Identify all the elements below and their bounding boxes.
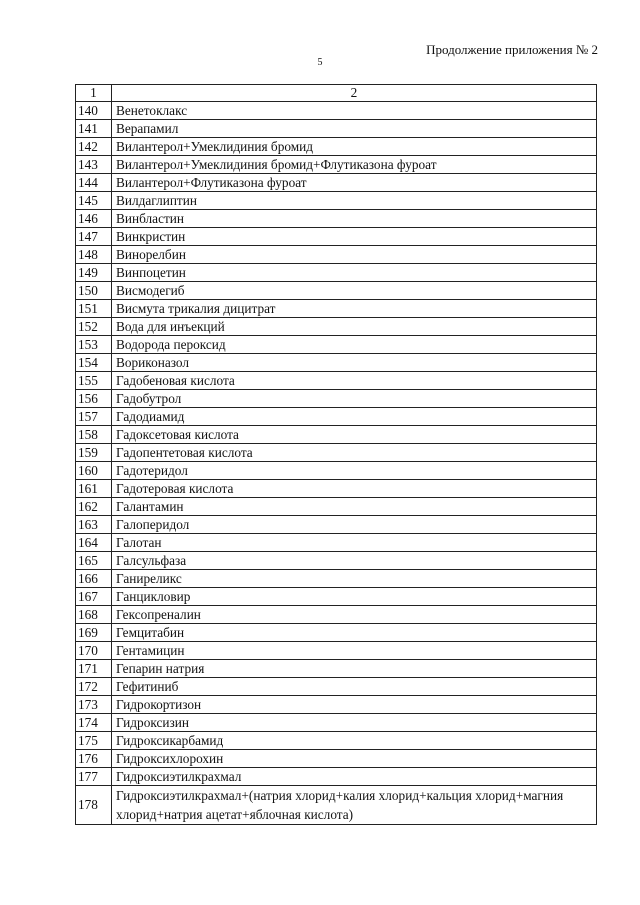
table-row bbox=[76, 102, 597, 120]
table-row bbox=[76, 462, 597, 480]
drug-name-cell: Гидроксихлорохин bbox=[112, 750, 597, 768]
page-number: 5 bbox=[317, 57, 323, 68]
table-row bbox=[76, 498, 597, 516]
row-number-cell: 162 bbox=[76, 498, 112, 516]
row-number-cell: 167 bbox=[76, 588, 112, 606]
table-row bbox=[76, 120, 597, 138]
table-body bbox=[76, 102, 597, 825]
row-number-cell: 166 bbox=[76, 570, 112, 588]
drug-name-cell: Висмута трикалия дицитрат bbox=[112, 300, 597, 318]
drug-name-cell: Галантамин bbox=[112, 498, 597, 516]
row-number-cell: 168 bbox=[76, 606, 112, 624]
appendix-note: Продолжение приложения № 2 bbox=[426, 42, 598, 57]
drug-name-cell: Галотан bbox=[112, 534, 597, 552]
drug-name-cell: Висмодегиб bbox=[112, 282, 597, 300]
drug-name-cell: Венетоклакс bbox=[112, 102, 597, 120]
table-row bbox=[76, 660, 597, 678]
drug-name-cell: Вориконазол bbox=[112, 354, 597, 372]
drug-name-cell: Гадотеровая кислота bbox=[112, 480, 597, 498]
drug-name-cell: Винбластин bbox=[112, 210, 597, 228]
table-row bbox=[76, 408, 597, 426]
drug-name-cell: Ганиреликс bbox=[112, 570, 597, 588]
table-row bbox=[76, 786, 597, 825]
row-number-cell: 176 bbox=[76, 750, 112, 768]
row-number-cell: 145 bbox=[76, 192, 112, 210]
drug-name-cell: Гадотеридол bbox=[112, 462, 597, 480]
table-row bbox=[76, 318, 597, 336]
row-number-cell: 172 bbox=[76, 678, 112, 696]
row-number-cell: 155 bbox=[76, 372, 112, 390]
table-row bbox=[76, 696, 597, 714]
drug-name-cell: Гадопентетовая кислота bbox=[112, 444, 597, 462]
table-row bbox=[76, 552, 597, 570]
row-number-cell: 140 bbox=[76, 102, 112, 120]
table-row bbox=[76, 372, 597, 390]
table-row bbox=[76, 570, 597, 588]
drug-name-cell: Галсульфаза bbox=[112, 552, 597, 570]
table-row bbox=[76, 426, 597, 444]
column-header-number: 1 bbox=[76, 85, 112, 102]
row-number-cell: 158 bbox=[76, 426, 112, 444]
row-number-cell: 164 bbox=[76, 534, 112, 552]
drug-name-cell: Гидроксикарбамид bbox=[112, 732, 597, 750]
column-header-name: 2 bbox=[112, 85, 597, 102]
table-row bbox=[76, 138, 597, 156]
drug-name-cell: Гентамицин bbox=[112, 642, 597, 660]
drug-name-cell: Гепарин натрия bbox=[112, 660, 597, 678]
row-number-cell: 149 bbox=[76, 264, 112, 282]
table-row bbox=[76, 390, 597, 408]
drug-name-cell: Гидроксизин bbox=[112, 714, 597, 732]
drug-name-cell: Вилдаглиптин bbox=[112, 192, 597, 210]
drug-name-cell: Вилантерол+Умеклидиния бромид+Флутиказона фуроат bbox=[112, 156, 597, 174]
row-number-cell: 161 bbox=[76, 480, 112, 498]
table-row bbox=[76, 192, 597, 210]
drug-name-cell: Галоперидол bbox=[112, 516, 597, 534]
row-number-cell: 169 bbox=[76, 624, 112, 642]
table-row bbox=[76, 228, 597, 246]
table-row bbox=[76, 642, 597, 660]
row-number-cell: 142 bbox=[76, 138, 112, 156]
table-header-row bbox=[76, 85, 597, 102]
table-row bbox=[76, 732, 597, 750]
row-number-cell: 151 bbox=[76, 300, 112, 318]
row-number-cell: 165 bbox=[76, 552, 112, 570]
drug-name-cell: Винкристин bbox=[112, 228, 597, 246]
row-number-cell: 174 bbox=[76, 714, 112, 732]
drug-name-cell: Гадобеновая кислота bbox=[112, 372, 597, 390]
row-number-cell: 171 bbox=[76, 660, 112, 678]
table-row bbox=[76, 534, 597, 552]
drug-name-cell: Ганцикловир bbox=[112, 588, 597, 606]
table-row bbox=[76, 516, 597, 534]
table-row bbox=[76, 480, 597, 498]
table-row bbox=[76, 678, 597, 696]
drug-list-table bbox=[75, 84, 597, 825]
table-row bbox=[76, 282, 597, 300]
drug-name-cell: Гемцитабин bbox=[112, 624, 597, 642]
drug-name-cell: Вилантерол+Умеклидиния бромид bbox=[112, 138, 597, 156]
drug-name-cell: Гадобутрол bbox=[112, 390, 597, 408]
row-number-cell: 175 bbox=[76, 732, 112, 750]
table-row bbox=[76, 210, 597, 228]
row-number-cell: 160 bbox=[76, 462, 112, 480]
drug-name-cell: Гидроксиэтилкрахмал+(натрия хлорид+калия хлорид+кальция хлорид+магния хлорид+натрия ацетат+яблочная кислота) bbox=[112, 786, 597, 825]
row-number-cell: 147 bbox=[76, 228, 112, 246]
row-number-cell: 156 bbox=[76, 390, 112, 408]
drug-name-cell: Винорелбин bbox=[112, 246, 597, 264]
row-number-cell: 173 bbox=[76, 696, 112, 714]
drug-name-cell: Верапамил bbox=[112, 120, 597, 138]
drug-name-cell: Вода для инъекций bbox=[112, 318, 597, 336]
drug-name-cell: Гефитиниб bbox=[112, 678, 597, 696]
table-row bbox=[76, 336, 597, 354]
row-number-cell: 141 bbox=[76, 120, 112, 138]
drug-name-cell: Гадоксетовая кислота bbox=[112, 426, 597, 444]
row-number-cell: 146 bbox=[76, 210, 112, 228]
table-row bbox=[76, 246, 597, 264]
row-number-cell: 153 bbox=[76, 336, 112, 354]
table-row bbox=[76, 300, 597, 318]
row-number-cell: 144 bbox=[76, 174, 112, 192]
table-row bbox=[76, 354, 597, 372]
drug-name-cell: Вилантерол+Флутиказона фуроат bbox=[112, 174, 597, 192]
row-number-cell: 150 bbox=[76, 282, 112, 300]
table-row bbox=[76, 174, 597, 192]
row-number-cell: 163 bbox=[76, 516, 112, 534]
table-row bbox=[76, 768, 597, 786]
row-number-cell: 170 bbox=[76, 642, 112, 660]
drug-name-cell: Гидроксиэтилкрахмал bbox=[112, 768, 597, 786]
drug-name-cell: Водорода пероксид bbox=[112, 336, 597, 354]
table-row bbox=[76, 714, 597, 732]
row-number-cell: 178 bbox=[76, 786, 112, 825]
drug-name-cell: Гидрокортизон bbox=[112, 696, 597, 714]
table-row bbox=[76, 156, 597, 174]
table-row bbox=[76, 444, 597, 462]
drug-name-cell: Гадодиамид bbox=[112, 408, 597, 426]
drug-name-cell: Гексопреналин bbox=[112, 606, 597, 624]
table-row bbox=[76, 588, 597, 606]
table-row bbox=[76, 606, 597, 624]
table-row bbox=[76, 264, 597, 282]
row-number-cell: 148 bbox=[76, 246, 112, 264]
row-number-cell: 154 bbox=[76, 354, 112, 372]
row-number-cell: 157 bbox=[76, 408, 112, 426]
row-number-cell: 152 bbox=[76, 318, 112, 336]
table-row bbox=[76, 750, 597, 768]
drug-name-cell: Винпоцетин bbox=[112, 264, 597, 282]
row-number-cell: 159 bbox=[76, 444, 112, 462]
row-number-cell: 143 bbox=[76, 156, 112, 174]
row-number-cell: 177 bbox=[76, 768, 112, 786]
table-row bbox=[76, 624, 597, 642]
